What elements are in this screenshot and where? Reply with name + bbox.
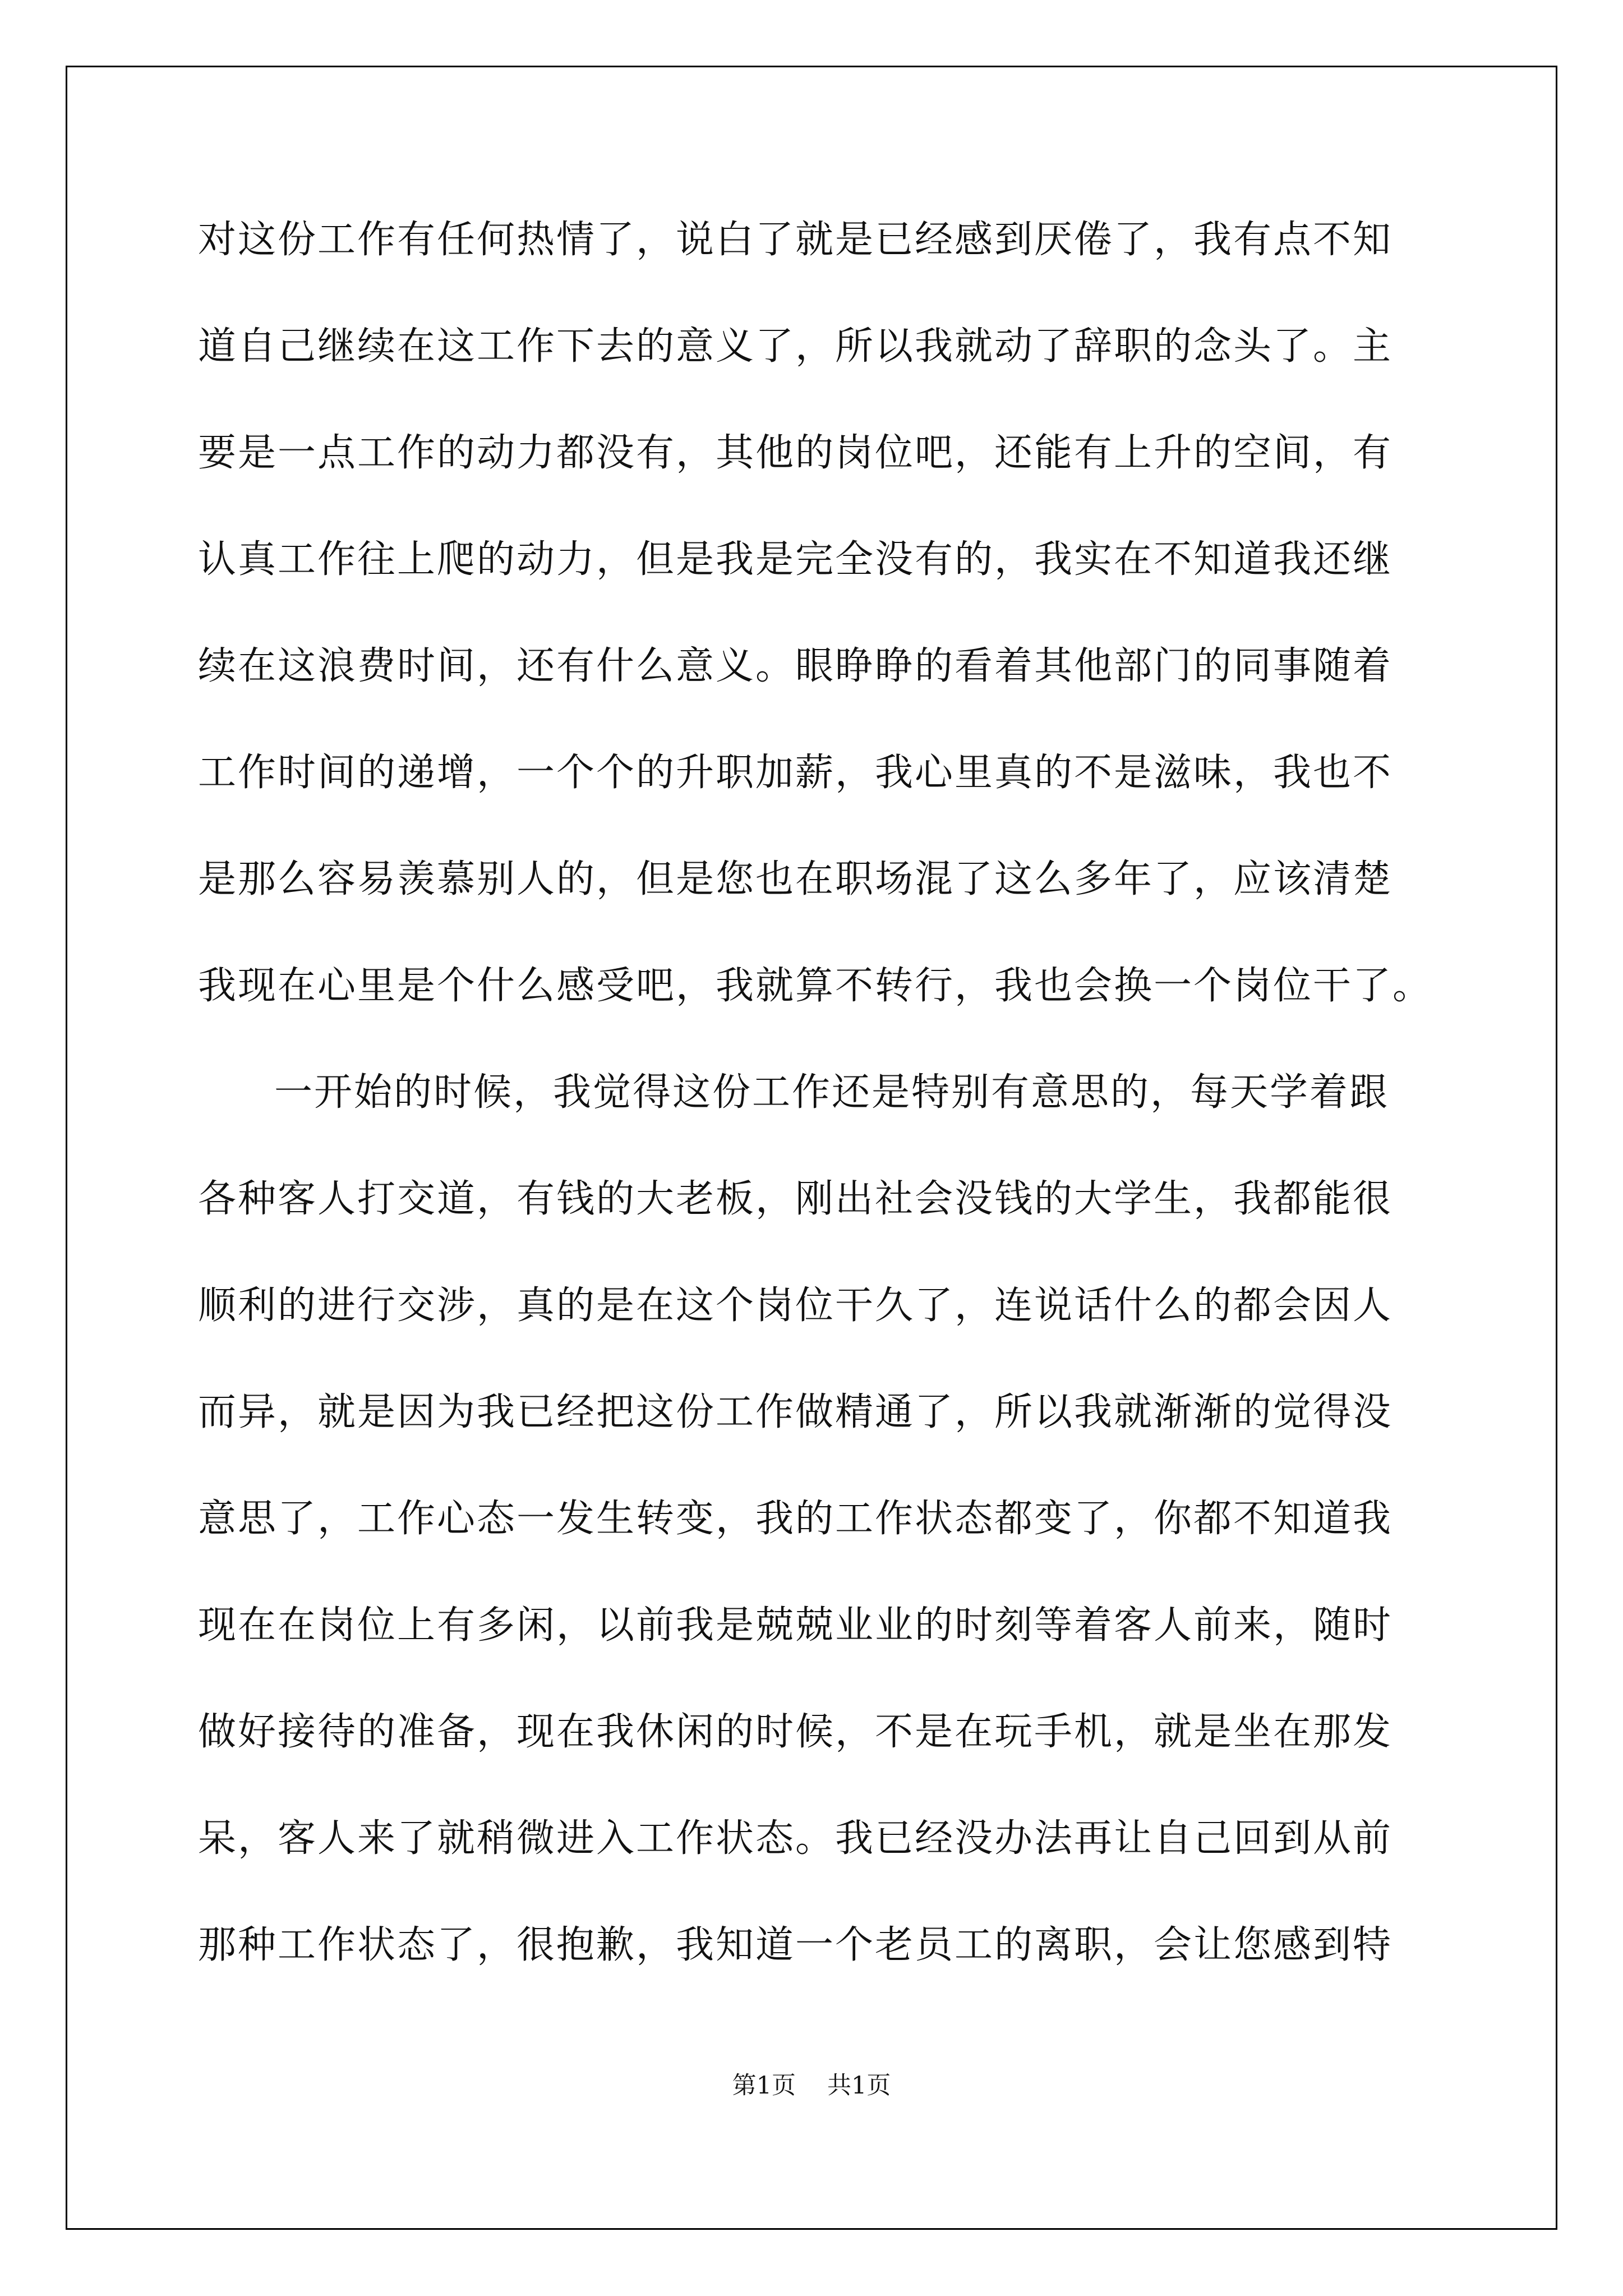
body-line: 要是一点工作的动力都没有，其他的岗位吧，还能有上升的空间，有 <box>198 431 1393 475</box>
body-line: 那种工作状态了，很抱歉，我知道一个老员工的离职，会让您感到特 <box>198 1923 1393 1967</box>
page-number: 第1页 <box>732 2072 796 2100</box>
body-line: 而异，就是因为我已经把这份工作做精通了，所以我就渐渐的觉得没 <box>198 1390 1393 1434</box>
body-line: 我现在心里是个什么感受吧，我就算不转行，我也会换一个岗位干了。 <box>198 964 1433 1008</box>
body-line: 呆，客人来了就稍微进入工作状态。我已经没办法再让自己回到从前 <box>198 1816 1393 1861</box>
body-line: 做好接待的准备，现在我休闲的时候，不是在玩手机，就是坐在那发 <box>198 1710 1393 1754</box>
body-line: 对这份工作有任何热情了，说白了就是已经感到厌倦了，我有点不知 <box>198 218 1393 262</box>
document-body <box>198 212 1432 2024</box>
body-line: 道自己继续在这工作下去的意义了，所以我就动了辞职的念头了。主 <box>198 324 1393 369</box>
page-footer <box>0 2069 1623 2102</box>
body-line: 续在这浪费时间，还有什么意义。眼睁睁的看着其他部门的同事随着 <box>198 644 1393 688</box>
body-line: 顺利的进行交涉，真的是在这个岗位干久了，连说话什么的都会因人 <box>198 1283 1393 1328</box>
body-line: 意思了，工作心态一发生转变，我的工作状态都变了，你都不知道我 <box>198 1497 1393 1541</box>
body-line: 各种客人打交道，有钱的大老板，刚出社会没钱的大学生，我都能很 <box>198 1177 1393 1221</box>
body-line: 工作时间的递增，一个个的升职加薪，我心里真的不是滋味，我也不 <box>198 751 1393 795</box>
paragraph-start-line: 一开始的时候，我觉得这份工作还是特别有意思的，每天学着跟 <box>274 1070 1390 1115</box>
body-line: 认真工作往上爬的动力，但是我是完全没有的，我实在不知道我还继 <box>198 537 1393 582</box>
body-line: 是那么容易羡慕别人的，但是您也在职场混了这么多年了，应该清楚 <box>198 857 1393 901</box>
body-line: 现在在岗位上有多闲，以前我是兢兢业业的时刻等着客人前来，随时 <box>198 1603 1393 1648</box>
page-total: 共1页 <box>827 2072 891 2100</box>
